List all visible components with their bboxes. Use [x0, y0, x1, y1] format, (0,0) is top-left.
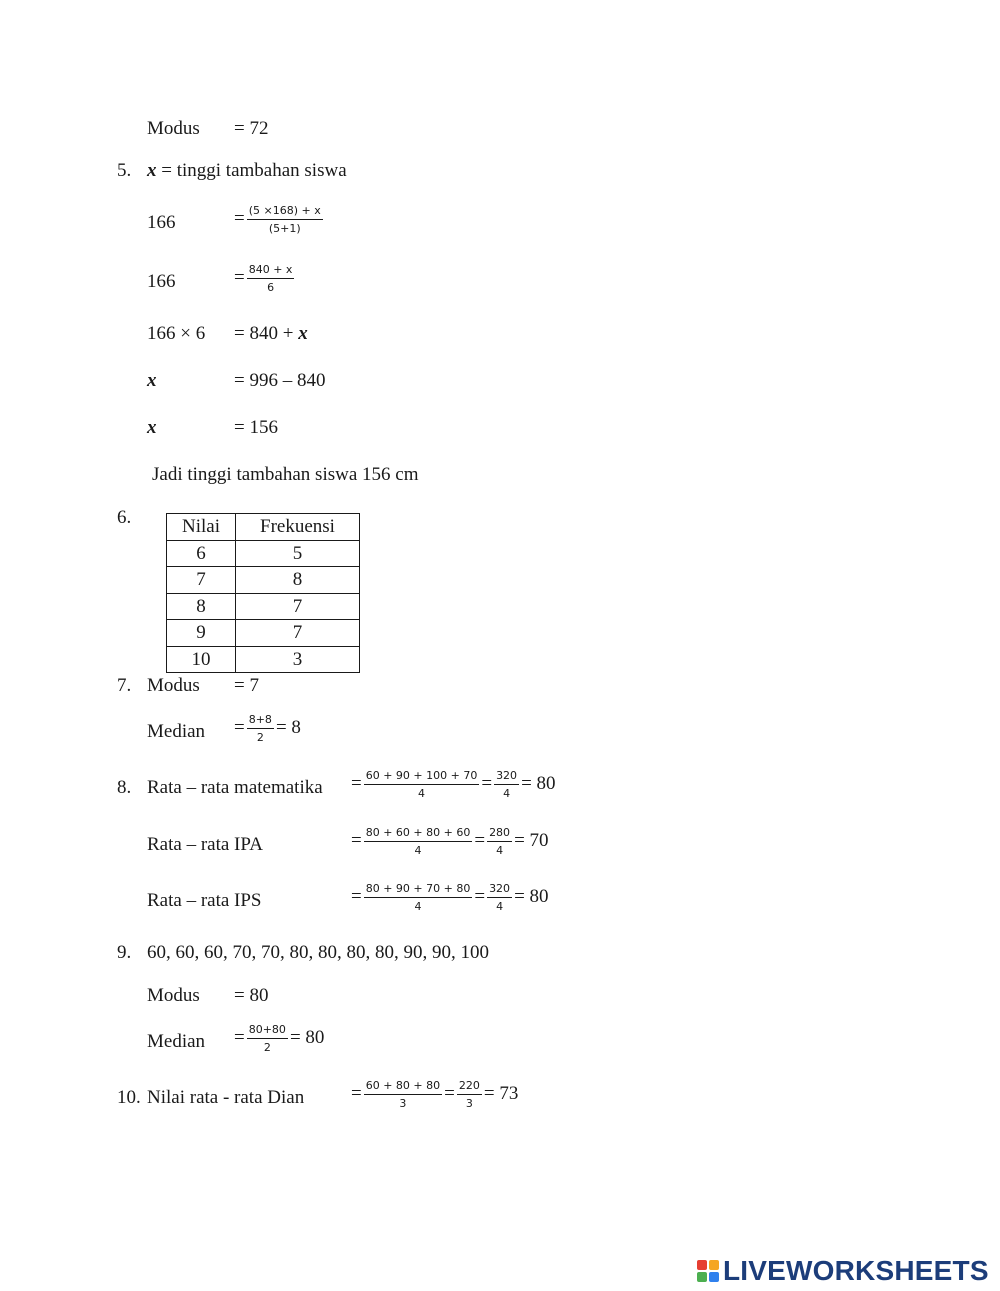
table-header-frekuensi: Frekuensi: [236, 514, 360, 541]
fraction-numerator: 80+80: [247, 1023, 288, 1039]
q9-number: 9.: [117, 942, 132, 963]
q8-row-expr: [351, 882, 549, 913]
fraction-denominator: 4: [496, 844, 504, 857]
table-row: [167, 620, 360, 647]
table-cell: 6: [167, 540, 236, 567]
q5-l5-right: = 156: [234, 417, 278, 438]
logo-block: [697, 1260, 707, 1270]
fraction-numerator: 220: [457, 1079, 482, 1095]
q8-row-result: = 70: [514, 829, 549, 851]
top-modus-value: = 72: [234, 118, 269, 139]
q8-row-label: Rata – rata IPS: [147, 890, 262, 911]
equals-sign: =: [444, 1082, 455, 1104]
q5-l1-right: [234, 204, 325, 235]
table-cell: 3: [236, 646, 360, 673]
fraction: [457, 1079, 482, 1110]
fraction: [247, 713, 274, 744]
fraction: [247, 263, 295, 294]
fraction-denominator: 2: [263, 1041, 271, 1054]
q8-row-label: Rata – rata IPA: [147, 834, 263, 855]
fraction-denominator: 4: [503, 787, 511, 800]
fraction-numerator: 80 + 90 + 70 + 80: [364, 882, 473, 898]
table-cell: 8: [167, 593, 236, 620]
fraction: [247, 1023, 288, 1054]
q8-row-result: = 80: [514, 885, 549, 907]
fraction: [364, 769, 480, 800]
q5-l3-left: 166 × 6: [147, 323, 206, 344]
logo-block: [709, 1272, 719, 1282]
q7-median-expr: [234, 713, 301, 744]
fraction-denominator: (5+1): [268, 222, 301, 235]
fraction-numerator: 280: [487, 826, 512, 842]
fraction-numerator: 320: [494, 769, 519, 785]
fraction-numerator: 8+8: [247, 713, 274, 729]
fraction-denominator: 4: [418, 787, 426, 800]
q5-l2-left: 166: [147, 271, 176, 292]
equals-sign: =: [234, 1026, 245, 1048]
equals-sign: =: [234, 266, 245, 288]
q5-l3-right: [234, 323, 308, 345]
fraction-numerator: 80 + 60 + 80 + 60: [364, 826, 473, 842]
q6-number: 6.: [117, 507, 132, 528]
q9-modus-value: = 80: [234, 985, 269, 1006]
liveworksheets-logo: [697, 1256, 989, 1286]
fraction: [364, 1079, 442, 1110]
equals-sign: =: [351, 1082, 362, 1104]
table-cell: 5: [236, 540, 360, 567]
top-modus-label: Modus: [147, 118, 200, 139]
table-cell: 10: [167, 646, 236, 673]
table-cell: 7: [236, 593, 360, 620]
q5-l3-var: x: [298, 323, 308, 344]
fraction: [364, 826, 473, 857]
q8-row-expr: [351, 769, 556, 800]
fraction: [494, 769, 519, 800]
q9-data: 60, 60, 60, 70, 70, 80, 80, 80, 80, 90, 90, 100: [147, 942, 489, 963]
fraction-denominator: 3: [399, 1097, 407, 1110]
fraction: [487, 826, 512, 857]
equals-sign: =: [481, 772, 493, 794]
fraction-numerator: (5 ×168) + x: [247, 204, 323, 220]
table-row: [167, 646, 360, 673]
q9-median-label: Median: [147, 1031, 206, 1052]
fraction-numerator: 60 + 90 + 100 + 70: [364, 769, 480, 785]
logo-blocks-icon: [697, 1260, 719, 1282]
table-row: [167, 540, 360, 567]
q5-var: x: [147, 160, 157, 181]
q8-row-expr: [351, 826, 549, 857]
table-row: [167, 593, 360, 620]
q5-l2-right: [234, 263, 296, 294]
q5-l4-right: = 996 – 840: [234, 370, 326, 391]
equals-sign: =: [234, 207, 245, 229]
q10-result: = 73: [483, 1082, 519, 1104]
q7-modus-label: Modus: [147, 675, 200, 696]
fraction-denominator: 4: [414, 844, 422, 857]
q9-modus-label: Modus: [147, 985, 200, 1006]
fraction-denominator: 4: [496, 900, 504, 913]
fraction-numerator: 320: [487, 882, 512, 898]
equals-sign: =: [351, 885, 362, 907]
table-cell: 8: [236, 567, 360, 594]
table-header-row: [167, 514, 360, 541]
equals-sign: =: [234, 716, 245, 738]
q7-modus-value: = 7: [234, 675, 259, 696]
table-cell: 9: [167, 620, 236, 647]
q5-intro: = tinggi tambahan siswa: [161, 160, 347, 181]
frequency-table: [166, 513, 360, 673]
equals-sign: =: [474, 829, 486, 851]
q5-l5-var: x: [147, 417, 157, 438]
fraction-numerator: 840 + x: [247, 263, 295, 279]
q10-expr: [351, 1079, 518, 1110]
logo-block: [709, 1260, 719, 1270]
q7-median-result: = 8: [275, 716, 301, 738]
fraction-numerator: 60 + 80 + 80: [364, 1079, 442, 1095]
q5-l4-var: x: [147, 370, 157, 391]
q9-median-expr: [234, 1023, 324, 1054]
q8-row-label: Rata – rata matematika: [147, 777, 323, 798]
table-cell: 7: [236, 620, 360, 647]
q9-median-result: = 80: [289, 1026, 325, 1048]
q5-l3-expr: = 840 +: [234, 323, 299, 344]
equals-sign: =: [474, 885, 486, 907]
fraction: [364, 882, 473, 913]
logo-text: LIVEWORKSHEETS: [723, 1255, 989, 1286]
fraction: [487, 882, 512, 913]
table-cell: 7: [167, 567, 236, 594]
fraction-denominator: 4: [414, 900, 422, 913]
q5-number: 5.: [117, 160, 132, 181]
equals-sign: =: [351, 772, 362, 794]
table-header-nilai: Nilai: [167, 514, 236, 541]
q8-row-result: = 80: [521, 772, 556, 794]
equals-sign: =: [351, 829, 362, 851]
q7-number: 7.: [117, 675, 132, 696]
fraction-denominator: 3: [465, 1097, 473, 1110]
q10-label: Nilai rata - rata Dian: [147, 1087, 305, 1108]
fraction-denominator: 2: [256, 731, 264, 744]
q5-conclusion: Jadi tinggi tambahan siswa 156 cm: [152, 464, 419, 485]
q5-intro-line: [147, 160, 347, 182]
q7-median-label: Median: [147, 721, 206, 742]
table-row: [167, 567, 360, 594]
q8-number: 8.: [117, 777, 132, 798]
logo-block: [697, 1272, 707, 1282]
q10-number: 10.: [117, 1087, 141, 1108]
fraction-denominator: 6: [267, 281, 275, 294]
q5-l1-left: 166: [147, 212, 176, 233]
fraction: [247, 204, 323, 235]
